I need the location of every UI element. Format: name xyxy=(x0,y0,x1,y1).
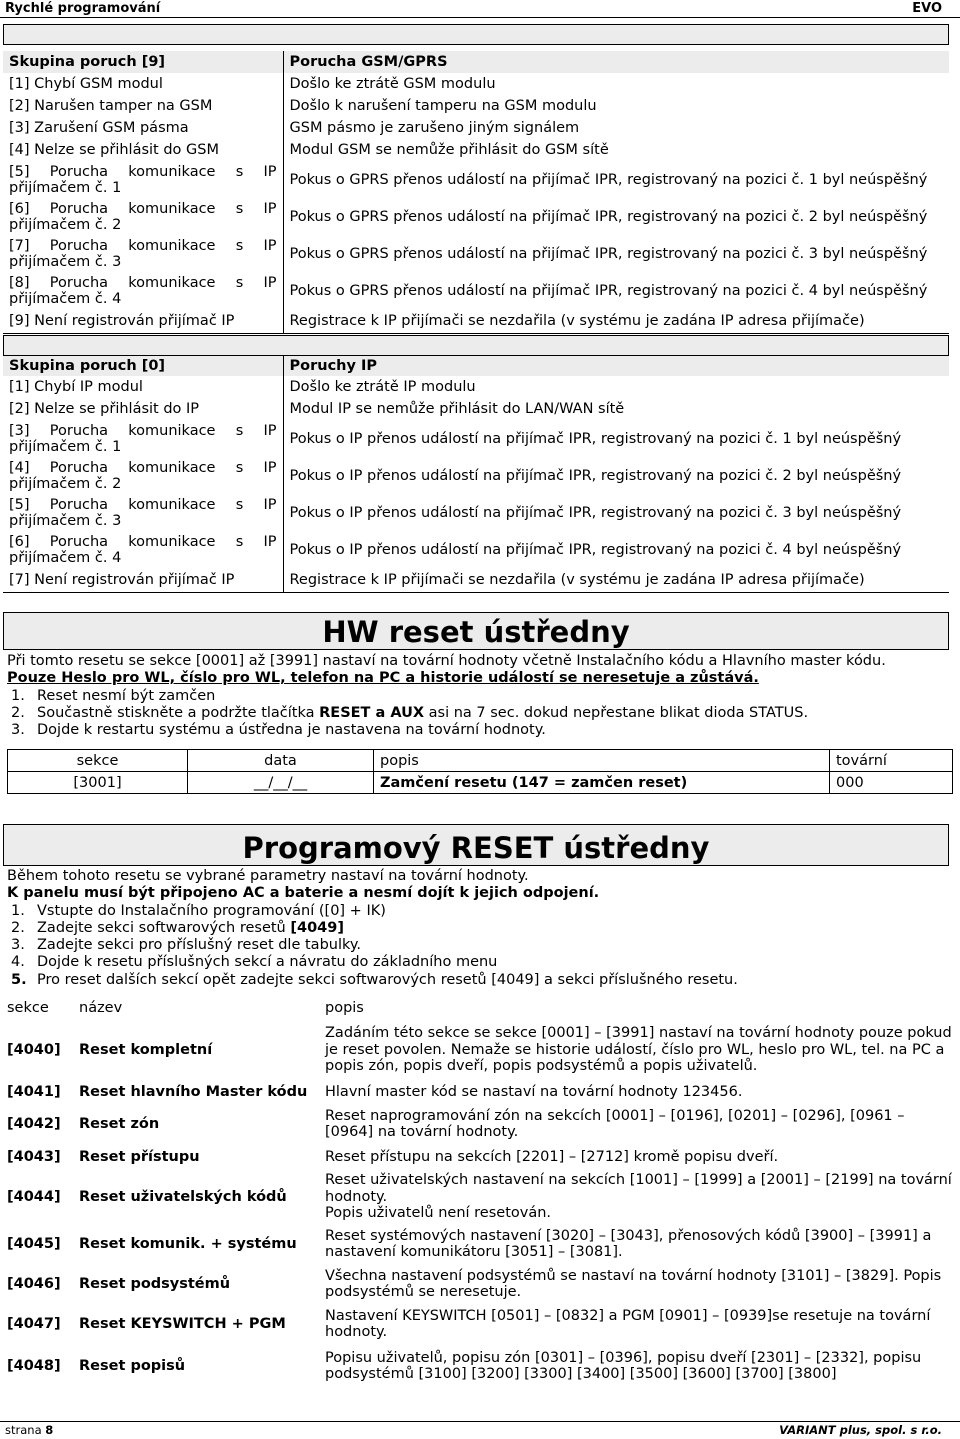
sw-table-row xyxy=(3,1080,958,1104)
sw-table-cell-popis: Reset přístupu na sekcích [2201] – [2712] kromě popisu dveří. xyxy=(325,1148,779,1165)
gsm-fault-table xyxy=(3,51,949,334)
hw-step: 1. Reset nesmí být zamčen xyxy=(11,687,216,704)
fault-code: [3] Zarušení GSM pásma xyxy=(3,117,283,139)
fault-code: [9] Není registrován přijímač IP xyxy=(3,309,283,333)
sw-table-cell-nazev: Reset uživatelských kódů xyxy=(79,1188,287,1205)
footer-right: VARIANT plus, spol. s r.o. xyxy=(779,1423,942,1437)
fault-code: [3] Porucha komunikace s IP přijímačem č. 1 xyxy=(3,420,283,457)
fault-description: Pokus o GPRS přenos událostí na přijímač IPR, registrovaný na pozici č. 1 byl neúspěšný xyxy=(289,171,928,188)
sw-table-cell-nazev: Reset popisů xyxy=(79,1357,186,1374)
sw-table-cell-popis: Reset systémových nastavení [3020] – [3043], přenosových kódů [3900] – [3991] a nastavení komunikátoru [3051] – [3081]. xyxy=(325,1227,932,1260)
header-left: Rychlé programování xyxy=(5,1,161,16)
sw-table-row xyxy=(3,1170,958,1224)
fault-row xyxy=(3,272,949,309)
fault-code: [8] Porucha komunikace s IP přijímačem č. 4 xyxy=(3,272,283,309)
sw-table-cell-popis: Zadáním této sekce se sekce [0001] – [3991] nastaví na tovární hodnoty pouze pokud je reset povolen. Nemaže se historie událostí, číslo pro WL, heslo pro WL, tel. na PC a popis zón, popis dveří, popis podsystémů a popis uživatelů. xyxy=(325,1025,952,1075)
sw-step: 1. Vstupte do Instalačního programování ([0] + IK) xyxy=(11,902,386,919)
sw-step: 5. Pro reset dalších sekcí opět zadejte sekci softwarových resetů [4049] a sekci příslušného resetu. xyxy=(11,971,738,988)
fault-code: Skupina poruch [0] xyxy=(3,356,283,376)
sw-table-cell-popis: Reset naprogramování zón na sekcích [0001] – [0196], [0201] – [0296], [0961 – [0964] na tovární hodnoty. xyxy=(325,1107,905,1140)
hw-table-row: [3001] __/__/__ Zamčení resetu (147 = zamčen reset) 000 xyxy=(8,772,953,794)
fault-row xyxy=(3,398,949,420)
sw-table-row xyxy=(3,1224,958,1264)
fault-code: [7] Není registrován přijímač IP xyxy=(3,568,283,592)
fault-code: [5] Porucha komunikace s IP přijímačem č. 1 xyxy=(3,161,283,198)
sw-table-cell-popis: Hlavní master kód se nastaví na tovární hodnoty 123456. xyxy=(325,1083,743,1100)
hw-step: 3. Dojde k restartu systému a ústředna je nastavena na tovární hodnoty. xyxy=(11,722,546,739)
sw-reset-warning: K panelu musí být připojeno AC a baterie a nesmí dojít k jejich odpojení. xyxy=(7,885,600,902)
fault-code: [6] Porucha komunikace s IP přijímačem č. 4 xyxy=(3,531,283,568)
sw-table-row xyxy=(3,1264,958,1304)
sw-table-header-cell: sekce xyxy=(7,999,49,1016)
page-footer xyxy=(0,1421,960,1439)
sw-step: 4. Dojde k resetu příslušných sekcí a návratu do základního menu xyxy=(11,954,498,971)
sw-table-cell-sekce: [4042] xyxy=(7,1115,61,1132)
fault-row xyxy=(3,198,949,235)
hw-step: 2. Součastně stiskněte a podržte tlačítka RESET a AUX asi na 7 sec. dokud nepřestane blikat dioda STATUS. xyxy=(11,704,809,721)
sw-table-cell-nazev: Reset přístupu xyxy=(79,1148,200,1165)
sw-table-row xyxy=(3,1104,958,1144)
sw-table-row xyxy=(3,1144,958,1170)
sw-table-cell-nazev: Reset podsystémů xyxy=(79,1275,231,1292)
sw-table-cell-nazev: Reset hlavního Master kódu xyxy=(79,1083,308,1100)
fault-row xyxy=(3,235,949,272)
sw-table-cell-sekce: [4048] xyxy=(7,1357,61,1374)
fault-description: Modul GSM se nemůže přihlásit do GSM sítě xyxy=(289,142,609,158)
sw-table-header-cell: popis xyxy=(325,999,364,1016)
fault-row xyxy=(3,139,949,161)
sw-table-cell-nazev: Reset KEYSWITCH + PGM xyxy=(79,1315,286,1332)
fault-row xyxy=(3,309,949,333)
ip-group-top-bar xyxy=(3,335,949,356)
fault-row xyxy=(3,457,949,494)
fault-code: [5] Porucha komunikace s IP přijímačem č. 3 xyxy=(3,494,283,531)
sw-table-cell-sekce: [4047] xyxy=(7,1315,61,1332)
fault-description: Došlo k narušení tamperu na GSM modulu xyxy=(289,98,597,114)
fault-description: Porucha GSM/GPRS xyxy=(283,51,949,73)
hw-reset-title: HW reset ústředny xyxy=(3,612,949,650)
fault-code: [7] Porucha komunikace s IP přijímačem č. 3 xyxy=(3,235,283,272)
group-header-row xyxy=(3,356,949,376)
fault-description: Pokus o GPRS přenos událostí na přijímač IPR, registrovaný na pozici č. 2 byl neúspěšný xyxy=(289,208,928,225)
sw-table-cell-sekce: [4046] xyxy=(7,1275,61,1292)
fault-code: [2] Narušen tamper na GSM xyxy=(3,95,283,117)
fault-description: Pokus o IP přenos událostí na přijímač IPR, registrovaný na pozici č. 1 byl neúspěšný xyxy=(289,430,902,447)
hw-reset-warning: Pouze Heslo pro WL, číslo pro WL, telefon na PC a historie událostí se neresetuje a zůstává. xyxy=(7,670,759,687)
sw-table-cell-popis: Nastavení KEYSWITCH [0501] – [0832] a PGM [0901] – [0939]se resetuje na tovární hodnoty. xyxy=(325,1307,931,1340)
sw-table-row xyxy=(3,1344,958,1388)
header-right: EVO xyxy=(912,1,942,16)
sw-table-cell-nazev: Reset zón xyxy=(79,1115,160,1132)
sw-table-cell-sekce: [4044] xyxy=(7,1188,61,1205)
fault-code: [2] Nelze se přihlásit do IP xyxy=(3,398,283,420)
sw-table-cell-sekce: [4040] xyxy=(7,1041,61,1058)
fault-code: [1] Chybí IP modul xyxy=(3,376,283,398)
sw-table-cell-nazev: Reset komunik. + systému xyxy=(79,1235,297,1252)
fault-row xyxy=(3,568,949,592)
fault-description: Pokus o IP přenos událostí na přijímač IPR, registrovaný na pozici č. 2 byl neúspěšný xyxy=(289,467,902,484)
fault-row xyxy=(3,117,949,139)
fault-description: Registrace k IP přijímači se nezdařila (v systému je zadána IP adresa přijímače) xyxy=(283,568,949,592)
fault-row xyxy=(3,494,949,531)
sw-reset-title: Programový RESET ústředny xyxy=(3,824,949,866)
sw-step: 3. Zadejte sekci pro příslušný reset dle tabulky. xyxy=(11,937,361,954)
fault-description: Pokus o IP přenos událostí na přijímač IPR, registrovaný na pozici č. 4 byl neúspěšný xyxy=(289,541,902,558)
fault-row xyxy=(3,95,949,117)
fault-code: [4] Nelze se přihlásit do GSM xyxy=(3,139,283,161)
fault-description: Pokus o GPRS přenos událostí na přijímač IPR, registrovaný na pozici č. 3 byl neúspěšný xyxy=(289,245,928,262)
hw-reset-text xyxy=(7,653,952,739)
fault-description: Došlo ke ztrátě IP modulu xyxy=(289,379,476,395)
sw-reset-intro: Během tohoto resetu se vybrané parametry nastaví na tovární hodnoty. xyxy=(7,868,529,884)
hw-reset-table xyxy=(7,749,953,794)
sw-table-cell-popis: Všechna nastavení podsystémů se nastaví na tovární hodnoty [3101] – [3829]. Popis podsystémů se neresetuje. xyxy=(325,1267,942,1300)
sw-table-cell-sekce: [4045] xyxy=(7,1235,61,1252)
fault-description: Registrace k IP přijímači se nezdařila (v systému je zadána IP adresa přijímače) xyxy=(283,309,949,333)
fault-row xyxy=(3,376,949,398)
fault-description: Poruchy IP xyxy=(283,356,949,376)
ip-fault-table xyxy=(3,356,949,593)
sw-table-cell-sekce: [4043] xyxy=(7,1148,61,1165)
sw-table-row xyxy=(3,1304,958,1344)
fault-code: [4] Porucha komunikace s IP přijímačem č. 2 xyxy=(3,457,283,494)
fault-row xyxy=(3,161,949,198)
sw-table-header-cell: název xyxy=(79,999,123,1016)
hw-reset-intro: Při tomto resetu se sekce [0001] až [3991] nastaví na tovární hodnoty včetně Instalačního kódu a Hlavního master kódu. xyxy=(7,653,886,669)
sw-table-cell-popis: Reset uživatelských nastavení na sekcích [1001] – [1999] a [2001] – [2199] na tovární hodnoty. Popis uživatelů není resetován. xyxy=(325,1172,952,1222)
sw-table-row xyxy=(3,1020,958,1080)
fault-code: [6] Porucha komunikace s IP přijímačem č. 2 xyxy=(3,198,283,235)
fault-description: Pokus o GPRS přenos událostí na přijímač IPR, registrovaný na pozici č. 4 byl neúspěšný xyxy=(289,282,928,299)
fault-description: Došlo ke ztrátě GSM modulu xyxy=(289,76,496,92)
sw-step: 2. Zadejte sekci softwarových resetů [4049] xyxy=(11,919,344,936)
group-header-row xyxy=(3,51,949,73)
footer-left: strana 8 xyxy=(5,1423,54,1437)
fault-row xyxy=(3,531,949,568)
gsm-group-top-bar xyxy=(3,24,949,45)
sw-table-cell-nazev: Reset kompletní xyxy=(79,1041,213,1058)
fault-description: Modul IP se nemůže přihlásit do LAN/WAN sítě xyxy=(289,401,625,417)
hw-table-header: sekce data popis tovární xyxy=(8,750,953,772)
fault-description: Pokus o IP přenos událostí na přijímač IPR, registrovaný na pozici č. 3 byl neúspěšný xyxy=(289,504,902,521)
page-header xyxy=(0,0,960,18)
fault-row xyxy=(3,73,949,95)
fault-code: Skupina poruch [9] xyxy=(3,51,283,73)
fault-code: [1] Chybí GSM modul xyxy=(3,73,283,95)
fault-row xyxy=(3,420,949,457)
sw-table-cell-popis: Popisu uživatelů, popisu zón [0301] – [0396], popisu dveří [2301] – [2332], popisu podsystémů [3100] [3200] [3300] [3400] [3500] [3600] [3700] [3800] xyxy=(325,1349,922,1382)
sw-table-header xyxy=(3,996,958,1020)
sw-table-cell-sekce: [4041] xyxy=(7,1083,61,1100)
sw-reset-text xyxy=(7,868,952,989)
sw-reset-table xyxy=(3,996,958,1388)
fault-description: GSM pásmo je zarušeno jiným signálem xyxy=(289,120,580,136)
